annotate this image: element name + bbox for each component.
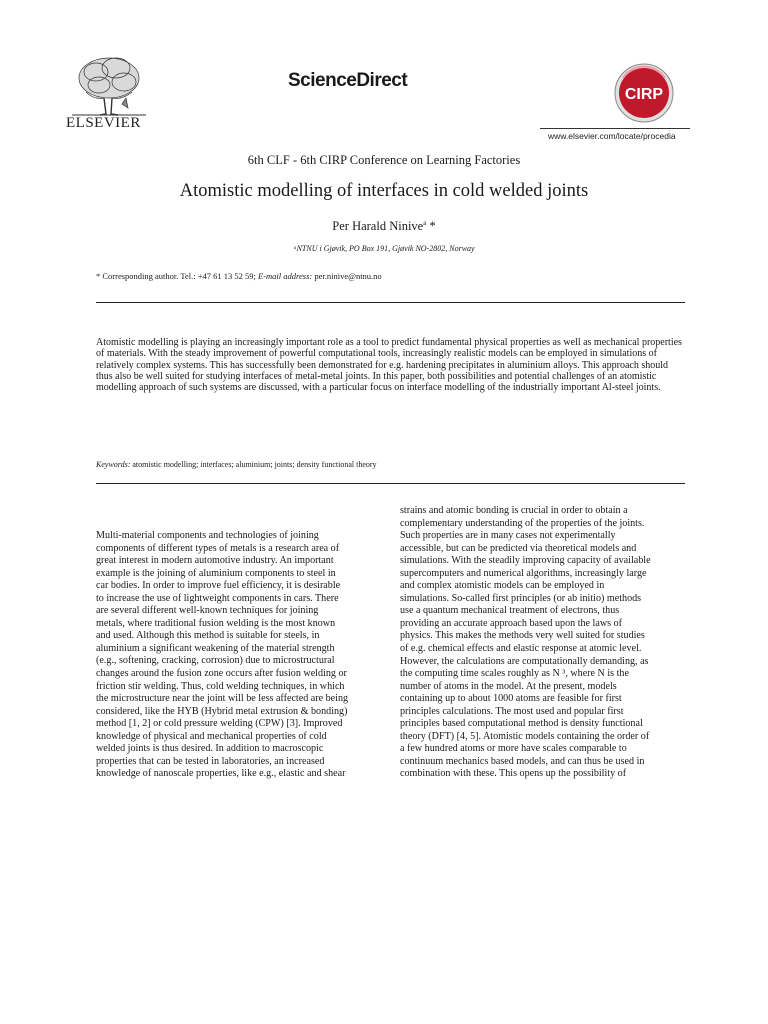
body-text-line: the microstructure near the joint will be less affected are being (96, 693, 349, 705)
abstract-bottom-rule (96, 483, 685, 484)
body-text-line: to increase the use of lightweight components in cars. There (96, 592, 339, 604)
body-text-line: and used. Although this method is suitable for steels, in (96, 630, 320, 642)
body-text-line: principles based computational method is density functional (400, 718, 643, 730)
author-line (0, 219, 768, 234)
corresponding-author-note (96, 271, 382, 281)
body-text-line: example is the joining of aluminium components to steel in (96, 567, 336, 579)
body-text-line: number of atoms in the model. At the present, models (400, 680, 617, 692)
email-label: E-mail address: (258, 271, 313, 281)
sciencedirect-wordmark: ScienceDirect (288, 70, 408, 91)
journal-url[interactable]: www.elsevier.com/locate/procedia (548, 131, 676, 141)
header-rule (540, 128, 690, 129)
body-text-line: Multi-material components and technologies of joining (96, 530, 319, 541)
body-text-line: knowledge of physical and mechanical properties of cold (96, 730, 327, 742)
body-text-line: great interest in modern automotive industry. An important (96, 555, 334, 567)
body-text-line: changes around the fusion zone occurs after fusion welding or (96, 668, 347, 680)
abstract-text: Atomistic modelling is playing an increasingly important role as a tool to predict fundamental physical properties as well as mechanical properties of materials. With the steady improvement of powerful computational tools, increasingly realistic models can be employed in simulations of relatively complex systems. This has successfully been demonstrated for e.g. hardening precipitates in aluminium alloys. This approach should thus also be well suited for studying interfaces of metal-metal joints. In this paper, both possibilities and potential challenges of an atomistic modelling approach of such systems are discussed, with a particular focus on interface modelling of the industrially important Al-steel joints. (96, 337, 682, 394)
body-text-line: containing up to about 1000 atoms are feasible for first (400, 693, 622, 705)
keywords (96, 460, 377, 469)
body-text-line: method [1, 2] or cold pressure welding (CPW) [3]. Improved (96, 718, 343, 730)
body-text-line: Such properties are in many cases not experimentally (400, 530, 616, 542)
body-text-line: supercomputers and numerical algorithms, increasingly large (400, 567, 647, 579)
body-text-line: simulations. With the steadily improving capacity of available (400, 555, 651, 567)
body-text-line: However, the calculations are computationally demanding, as (400, 655, 649, 667)
body-text-line: car bodies. In order to improve fuel efficiency, it is desirable (96, 580, 341, 592)
affiliation: ᵃNTNU i Gjøvik, PO Box 191, Gjøvik NO-2802, Norway (293, 244, 475, 253)
body-text-line: are several different well-known techniques for joining (96, 605, 319, 617)
body-text-line: principles calculations. The most used and popular first (400, 705, 624, 717)
body-column-left (96, 530, 386, 781)
body-text-line: of e.g. chemical effects and elastic response at atomic level. (400, 643, 642, 655)
body-text-line: accessible, but can be predicted via theoretical models and (400, 542, 637, 554)
body-text-line: combination with these. This opens up the possibility of (400, 768, 627, 780)
cirp-logo (605, 62, 683, 124)
body-text-line: strains and atomic bonding is crucial in order to obtain a (400, 505, 628, 516)
body-text-line: (e.g., softening, cracking, corrosion) due to microstructural (96, 655, 335, 667)
body-text-line: and complex atomistic models can be employed in (400, 580, 605, 592)
body-text-line: complementary understanding of the properties of the joints. (400, 517, 645, 529)
body-text-line: knowledge of nanoscale properties, like e.g., elastic and shear (96, 768, 346, 780)
body-text-line: use a quantum mechanical treatment of electrons, thus (400, 605, 620, 617)
body-text-line: the computing time scales roughly as N ³, where N is the (400, 668, 629, 680)
body-text-line: a few hundred atoms or more have scales comparable to (400, 743, 627, 755)
body-text-line: continuum mechanics based models, and can thus be used in (400, 755, 645, 767)
author-affiliation-mark: a (423, 219, 427, 227)
paper-title: Atomistic modelling of interfaces in cold welded joints (179, 181, 589, 201)
cirp-logo-text: CIRP (624, 86, 664, 103)
abstract-top-rule (96, 302, 685, 303)
body-column-right (400, 505, 690, 781)
body-text-line: properties that can be tested in laboratories, an increased (96, 755, 325, 767)
body-text-line: physics. This makes the methods very well suited for studies (400, 630, 645, 642)
body-text-line: friction stir welding. Thus, cold welding techniques, in which (96, 680, 345, 692)
body-text-line: metals, where traditional fusion welding is the most known (96, 617, 336, 629)
body-text-line: simulations. So-called first principles (or ab initio) methods (400, 592, 642, 604)
author-name: Per Harald Ninive (332, 219, 424, 234)
keywords-text: atomistic modelling; interfaces; aluminium; joints; density functional theory (130, 460, 377, 469)
conference-name: 6th CLF - 6th CIRP Conference on Learning Factories (247, 153, 521, 167)
author-corresponding-mark: * (426, 219, 436, 234)
body-text-line: providing an accurate approach based upon the laws of (400, 617, 622, 629)
body-text-line: components of different types of metals is a research area of (96, 542, 340, 554)
body-text-line: welded joints is thus desired. In addition to macroscopic (96, 743, 324, 755)
body-text-line: theory (DFT) [4, 5]. Atomistic models containing the order of (400, 730, 650, 742)
corresponding-prefix: * Corresponding author. Tel.: +47 61 13 52 59; (96, 271, 258, 281)
keywords-label: Keywords: (96, 460, 131, 469)
body-text-line: considered, like the HYB (Hybrid metal extrusion & bonding) (96, 705, 348, 717)
email-address[interactable]: per.ninive@ntnu.no (312, 271, 382, 281)
elsevier-wordmark: ELSEVIER (66, 115, 141, 131)
body-text-line: aluminium a significant weakening of the material strength (96, 642, 335, 654)
